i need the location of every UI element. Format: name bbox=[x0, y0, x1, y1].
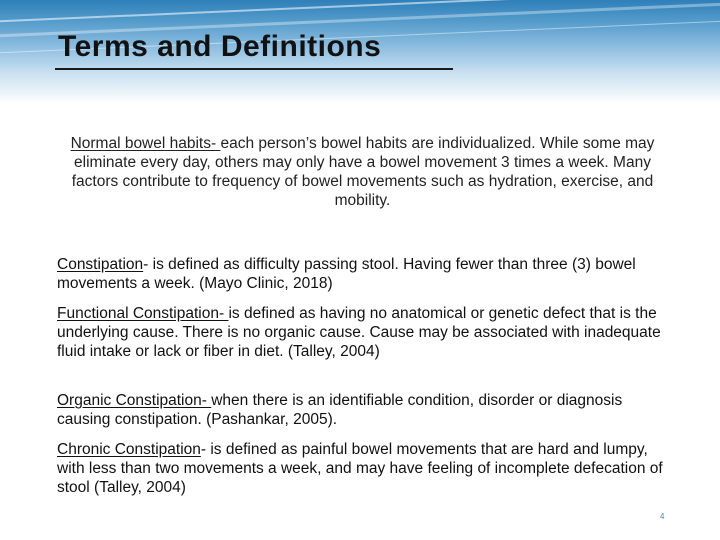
definition-text: - is defined as painful bowel movements that are hard and lumpy, with less than two movements a week, and may have feeling of incomplete defecation of stool (Talley, 2004) bbox=[57, 441, 663, 496]
definition-item bbox=[57, 255, 672, 293]
definition-item bbox=[57, 440, 672, 497]
slide-title: Terms and Definitions bbox=[58, 30, 382, 63]
definition-text: is defined as having no anatomical or genetic defect that is the underlying cause. There is no organic cause. Cause may be associated with inadequate fluid intake or lack or fiber in diet. (Talley, 2004) bbox=[57, 305, 661, 360]
definition-term: Functional Constipation- bbox=[57, 305, 229, 322]
page-number: 4 bbox=[660, 512, 665, 521]
definition-term: Organic Constipation- bbox=[57, 392, 212, 409]
intro-term: Normal bowel habits- bbox=[70, 135, 221, 152]
definition-term: Constipation bbox=[57, 256, 144, 273]
intro-text: each person’s bowel habits are individualized. While some may eliminate every day, others may only have a bowel movement 3 times a week. Many factors contribute to frequency of bowel movements such as hydration, exercise, and mobility. bbox=[71, 135, 655, 209]
intro-definition bbox=[55, 134, 670, 210]
definition-item bbox=[57, 304, 672, 361]
definition-term: Chronic Constipation bbox=[57, 441, 201, 458]
definition-text: when there is an identifiable condition, disorder or diagnosis causing constipation. (Pashankar, 2005). bbox=[57, 392, 623, 428]
definition-item bbox=[57, 391, 672, 429]
definition-text: - is defined as difficulty passing stool. Having fewer than three (3) bowel movements a week. (Mayo Clinic, 2018) bbox=[57, 256, 636, 292]
title-underline bbox=[55, 68, 453, 70]
